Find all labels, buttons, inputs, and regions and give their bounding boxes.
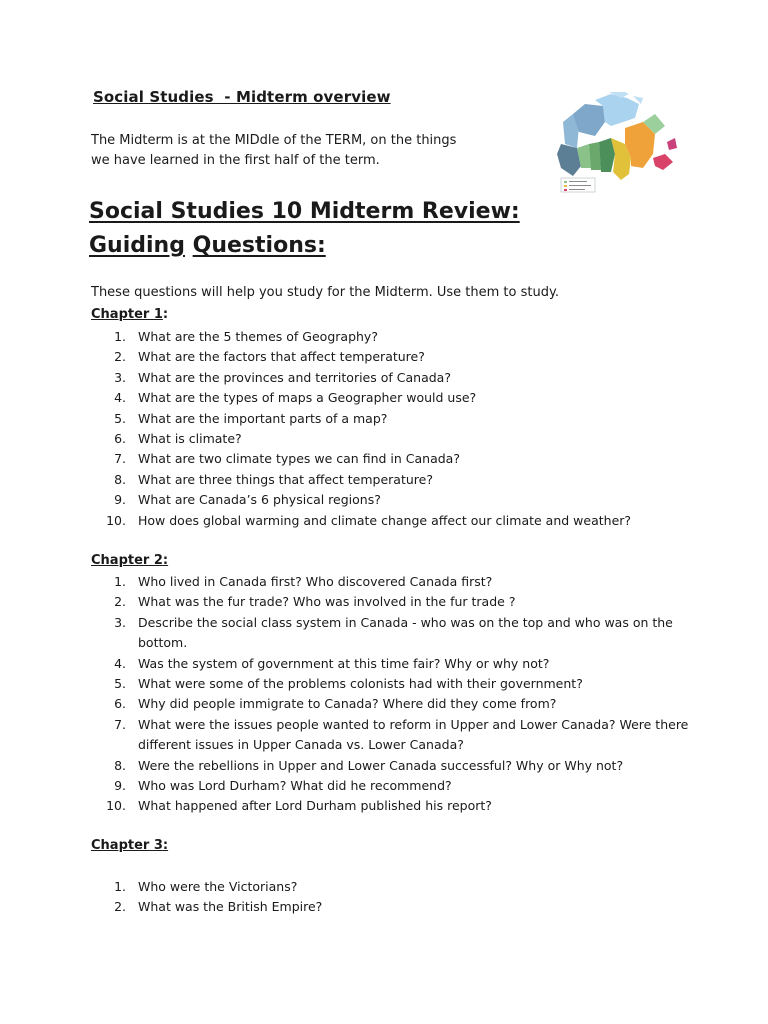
question-text: What are the types of maps a Geographer would use? bbox=[138, 390, 477, 406]
map-region-saskatchewan bbox=[589, 142, 601, 170]
question-text: Who was Lord Durham? What did he recommend? bbox=[138, 778, 452, 794]
chapter-2-label bbox=[91, 553, 168, 568]
review-title-line2 bbox=[89, 233, 326, 258]
question-item bbox=[91, 470, 691, 490]
question-number: 9. bbox=[114, 778, 126, 794]
question-number: 6. bbox=[114, 696, 126, 712]
question-number: 2. bbox=[114, 899, 126, 915]
question-item bbox=[91, 756, 691, 776]
question-number: 7. bbox=[114, 451, 126, 467]
review-title-word-questions: Questions: bbox=[192, 233, 326, 258]
question-text: What was the British Empire? bbox=[138, 899, 323, 915]
question-text: What happened after Lord Durham published his report? bbox=[138, 798, 492, 814]
question-number: 3. bbox=[114, 614, 126, 630]
question-number: 10. bbox=[106, 512, 126, 528]
question-item bbox=[91, 572, 691, 592]
question-item bbox=[91, 429, 691, 449]
chapter-2-questions bbox=[91, 572, 691, 817]
question-text: What were the issues people wanted to reform in Upper and Lower Canada? Were there different issues in Upper Canada vs. Lower Canada? bbox=[138, 716, 689, 753]
intro-paragraph: The Midterm is at the MIDdle of the TERM, on the things we have learned in the first half of the term. bbox=[91, 133, 457, 168]
question-number: 2. bbox=[114, 349, 126, 365]
question-item bbox=[91, 490, 691, 510]
question-item bbox=[91, 409, 691, 429]
question-number: 1. bbox=[114, 329, 126, 344]
chapter-1-label-colon: : bbox=[162, 307, 169, 322]
chapter-1-label-text: Chapter 1 bbox=[91, 307, 163, 322]
chapter-3-questions bbox=[91, 877, 691, 918]
chapter-3-label bbox=[91, 838, 168, 853]
question-number: 6. bbox=[114, 431, 126, 447]
question-text: Why did people immigrate to Canada? Where did they come from? bbox=[138, 696, 557, 712]
question-item bbox=[91, 796, 691, 816]
question-item bbox=[91, 368, 691, 388]
question-item bbox=[91, 897, 691, 917]
question-number: 3. bbox=[114, 369, 126, 385]
review-title-line1 bbox=[89, 199, 520, 224]
question-text: What were some of the problems colonists had with their government? bbox=[138, 676, 583, 692]
question-text: Was the system of government at this time fair? Why or why not? bbox=[138, 655, 550, 671]
question-text: What are the important parts of a map? bbox=[138, 410, 388, 426]
question-text: Were the rebellions in Upper and Lower Canada successful? Why or Why not? bbox=[138, 757, 624, 773]
question-number: 1. bbox=[114, 574, 126, 589]
question-text: Describe the social class system in Canada - who was on the top and who was on the bottom. bbox=[138, 614, 673, 651]
question-text: How does global warming and climate change affect our climate and weather? bbox=[138, 512, 632, 528]
canada-map-icon bbox=[551, 92, 685, 196]
question-number: 5. bbox=[114, 410, 126, 426]
question-item bbox=[91, 592, 691, 612]
question-number: 2. bbox=[114, 594, 126, 610]
question-text: What was the fur trade? Who was involved in the fur trade ? bbox=[138, 594, 516, 610]
question-item bbox=[91, 388, 691, 408]
question-item bbox=[91, 654, 691, 674]
chapter-2-label-text: Chapter 2 bbox=[91, 553, 163, 568]
chapter-1-questions bbox=[91, 327, 691, 531]
question-item bbox=[91, 347, 691, 367]
question-number: 4. bbox=[114, 655, 126, 671]
review-title-word-guiding: Guiding bbox=[89, 233, 185, 258]
chapter-3-label-colon: : bbox=[162, 838, 169, 853]
question-item bbox=[91, 776, 691, 796]
question-text: Who were the Victorians? bbox=[138, 879, 298, 894]
chapter-2-label-colon: : bbox=[162, 553, 169, 568]
question-number: 4. bbox=[114, 390, 126, 406]
question-text: What are two climate types we can find in Canada? bbox=[138, 451, 460, 467]
question-text: What are the 5 themes of Geography? bbox=[138, 329, 378, 344]
question-text: What is climate? bbox=[138, 431, 242, 447]
question-number: 8. bbox=[114, 471, 126, 487]
question-number: 7. bbox=[114, 716, 126, 732]
question-text: What are the factors that affect temperature? bbox=[138, 349, 425, 365]
question-text: What are the provinces and territories of Canada? bbox=[138, 369, 451, 385]
question-item bbox=[91, 674, 691, 694]
question-item bbox=[91, 449, 691, 469]
question-item bbox=[91, 327, 691, 347]
question-text: What are Canada’s 6 physical regions? bbox=[138, 492, 381, 508]
review-title-text: Social Studies 10 Midterm Review: bbox=[89, 199, 520, 224]
question-number: 8. bbox=[114, 757, 126, 773]
lead-sentence: These questions will help you study for the Midterm. Use them to study. bbox=[91, 285, 559, 300]
question-number: 9. bbox=[114, 492, 126, 508]
question-number: 1. bbox=[114, 879, 126, 894]
question-item bbox=[91, 694, 691, 714]
question-text: What are three things that affect temperature? bbox=[138, 471, 433, 487]
chapter-1-label bbox=[91, 307, 168, 322]
question-item bbox=[91, 613, 691, 654]
overview-heading: Social Studies - Midterm overview bbox=[93, 88, 391, 106]
question-item bbox=[91, 877, 691, 897]
chapter-3-label-text: Chapter 3 bbox=[91, 838, 163, 853]
question-number: 10. bbox=[106, 798, 126, 814]
question-number: 5. bbox=[114, 676, 126, 692]
question-item bbox=[91, 715, 691, 756]
question-item bbox=[91, 511, 691, 531]
question-text: Who lived in Canada first? Who discovered Canada first? bbox=[138, 574, 493, 589]
